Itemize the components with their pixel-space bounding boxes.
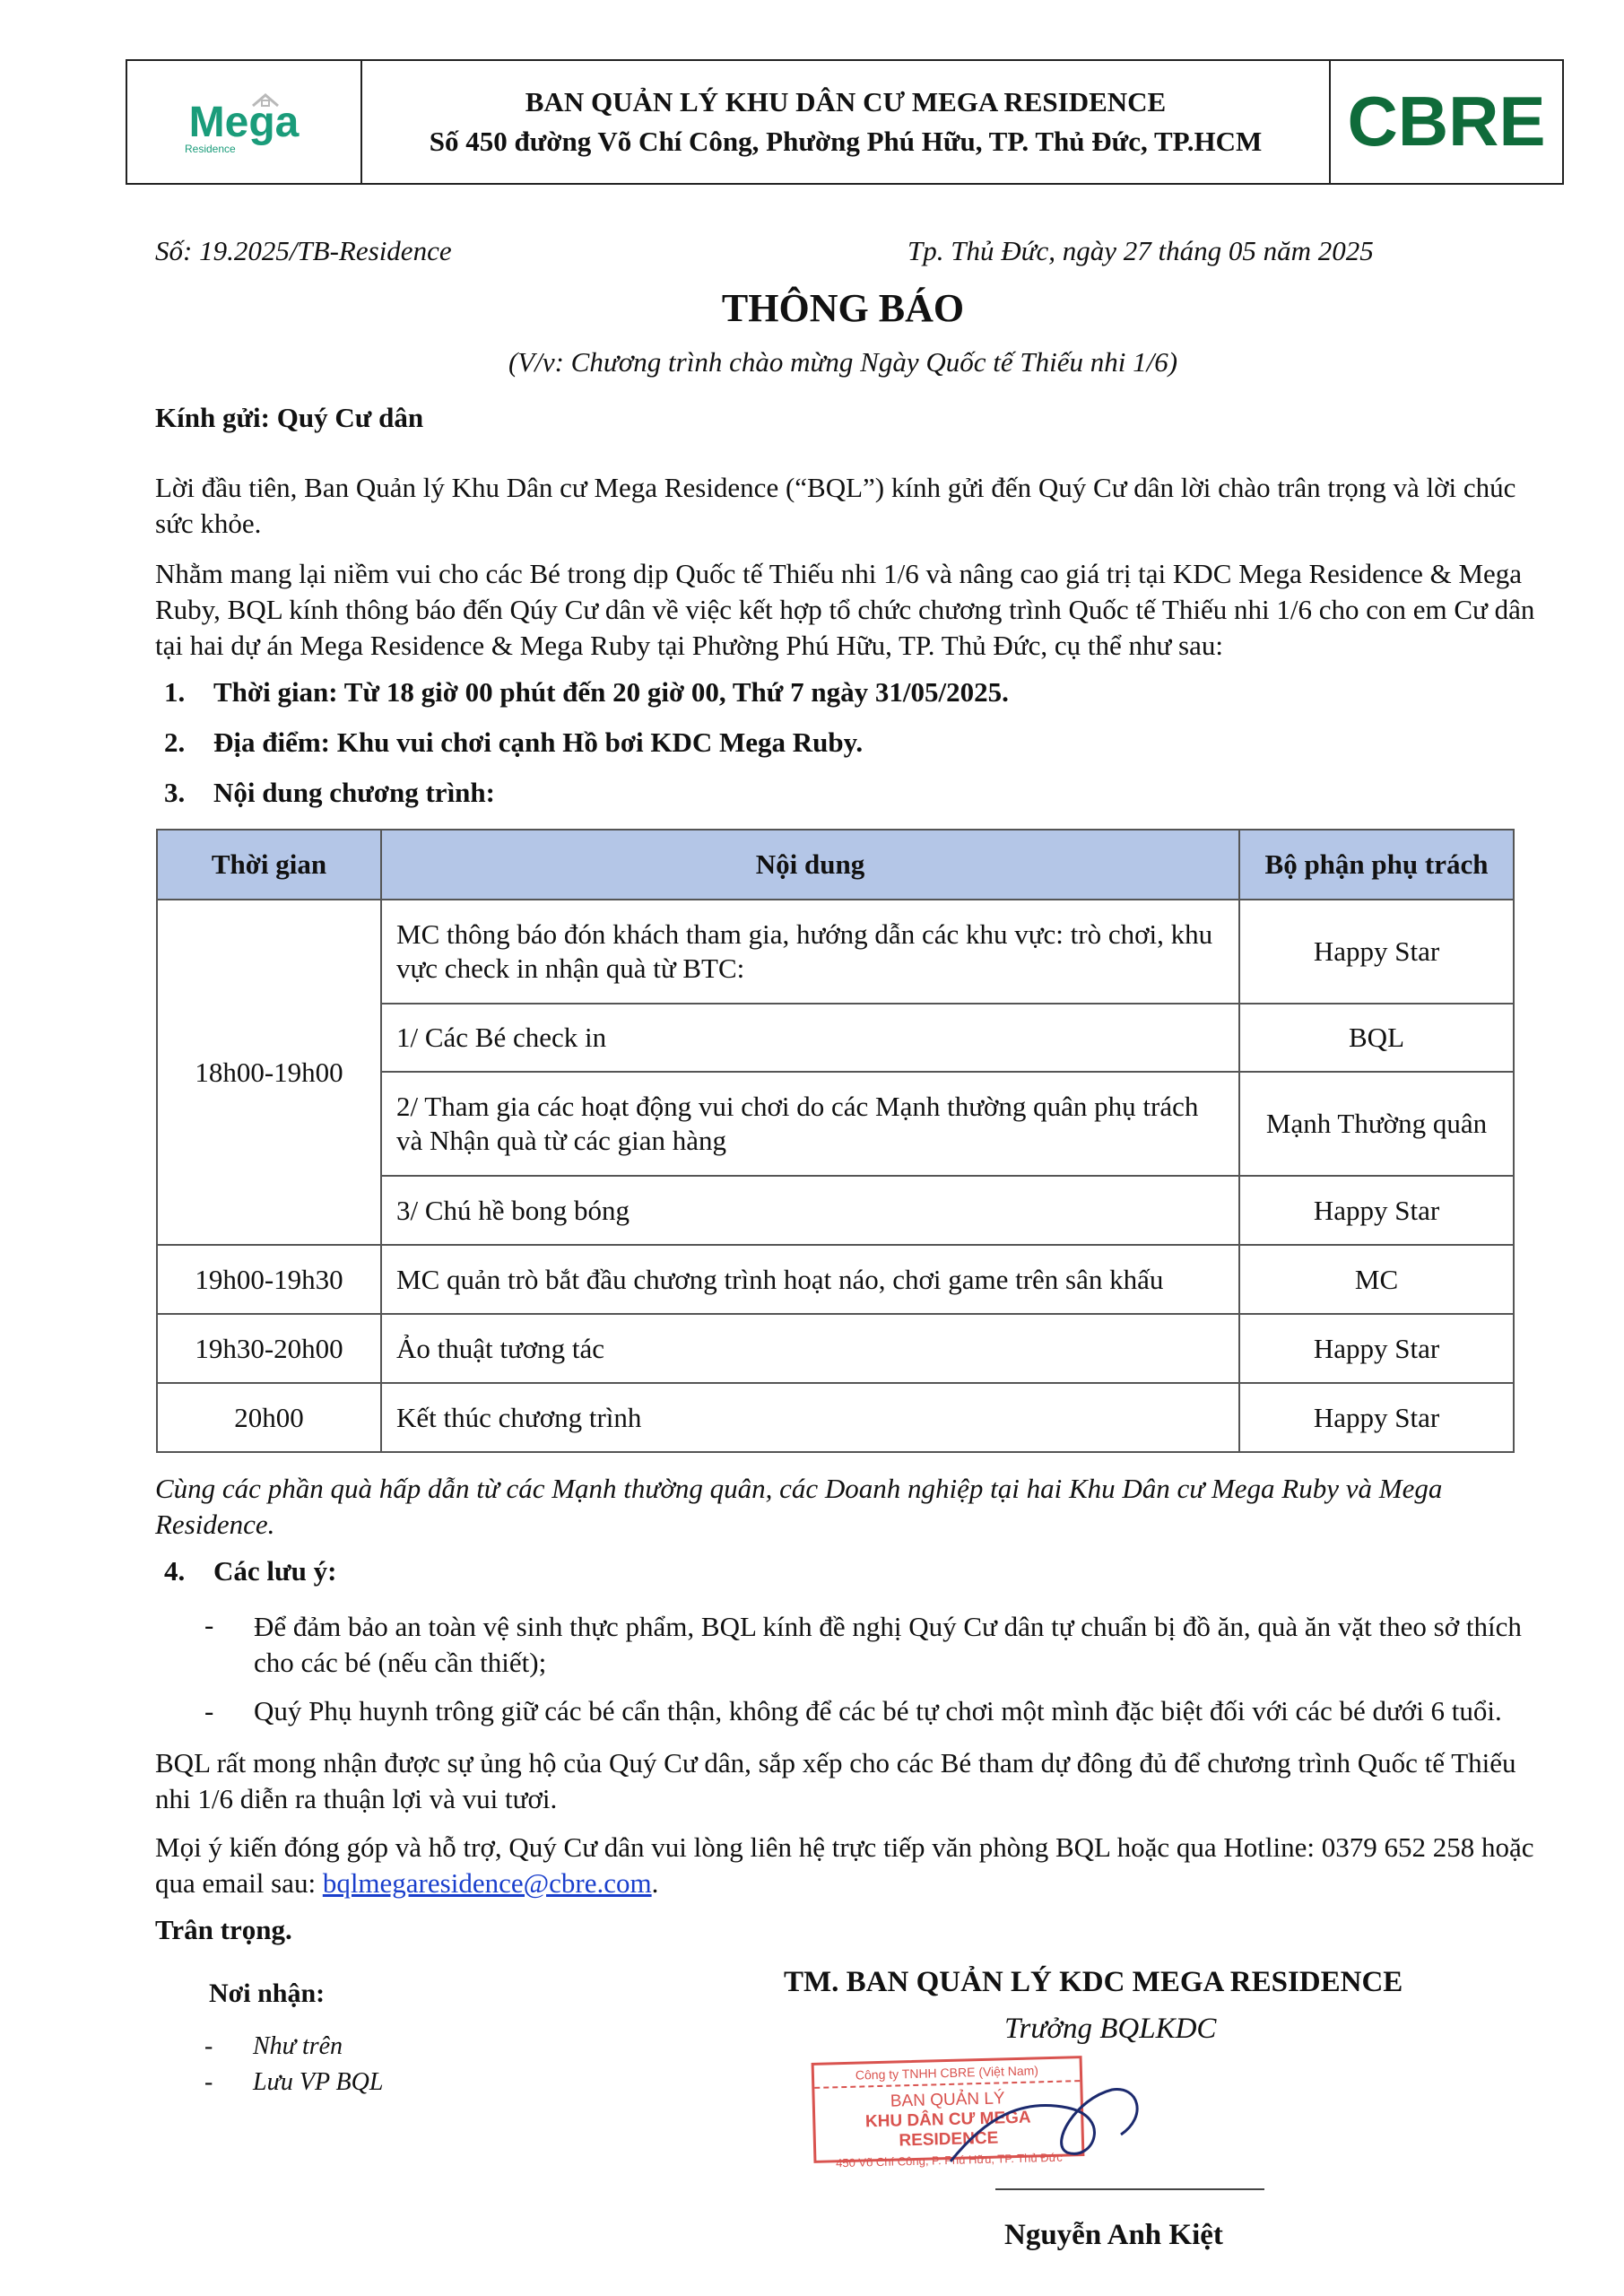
paragraph-support: BQL rất mong nhận được sự ủng hộ của Quý Cư dân, sắp xếp cho các Bé tham dự đông đủ để chương trình Quốc tế Thiếu nhi 1/6 diễn ra thuận lợi và vui tươi. [155,1747,1516,1814]
cell-owner: Mạnh Thường quân [1239,1072,1514,1176]
mega-residence-logo [127,61,362,183]
letterhead [126,59,1564,185]
handwritten-signature [933,2063,1166,2188]
cell-content: Ảo thuật tương tác [381,1314,1239,1383]
org-name: BAN QUẢN LÝ KHU DÂN CƯ MEGA RESIDENCE [525,86,1167,117]
header-content: Nội dung [381,830,1239,900]
cell-content: Kết thúc chương trình [381,1383,1239,1452]
note-food-safety: Để đảm bảo an toàn vệ sinh thực phẩm, BQL kính đề nghị Quý Cư dân tự chuẩn bị đồ ăn, quà ăn vặt theo sở thích cho các bé (nếu cần thiết); [254,1611,1522,1678]
cell-owner: Happy Star [1239,1176,1514,1245]
cell-content: 3/ Chú hề bong bóng [381,1176,1239,1245]
table-row [157,900,1514,1004]
bullet: - [204,1609,214,1640]
svg-text:CBRE: CBRE [1347,82,1546,161]
signer-name: Nguyễn Anh Kiệt [1004,2219,1223,2251]
item-number: 2. [164,726,186,758]
cell-owner: BQL [1239,1004,1514,1072]
org-address: Số 450 đường Võ Chí Công, Phường Phú Hữu, TP. Thủ Đức, TP.HCM [429,126,1263,157]
item-program: Nội dung chương trình: [213,777,495,808]
document-date: Tp. Thủ Đức, ngày 27 tháng 05 năm 2025 [908,235,1374,266]
header-time: Thời gian [157,830,381,900]
cell-owner: MC [1239,1245,1514,1314]
svg-text:Mega: Mega [188,99,300,146]
gift-note: Cùng các phần quà hấp dẫn từ các Mạnh thường quân, các Doanh nghiệp tại hai Khu Dân cư Mega Ruby và Mega Residence. [155,1473,1443,1540]
document-number: Số: 19.2025/TB-Residence [155,235,452,266]
recipients-title: Nơi nhận: [209,1979,326,2008]
table-header-row [157,830,1514,900]
email-link[interactable]: bqlmegaresidence@cbre.com [322,1867,652,1899]
signature-org: TM. BAN QUẢN LÝ KDC MEGA RESIDENCE [784,1966,1403,1998]
paragraph-intro: Lời đầu tiên, Ban Quản lý Khu Dân cư Mega Residence (“BQL”) kính gửi đến Quý Cư dân lời chào trân trọng và lời chúc sức khỏe. [155,472,1516,539]
closing: Trân trọng. [155,1914,292,1945]
contact-text: Mọi ý kiến đóng góp và hỗ trợ, Quý Cư dân vui lòng liên hệ trực tiếp văn phòng BQL hoặc qua Hotline: 0379 652 258 hoặc qua email sau: [155,1831,1534,1899]
signature-role: Trưởng BQLKDC [1004,2013,1217,2045]
cell-time: 20h00 [157,1383,381,1452]
contact-end: . [651,1867,659,1899]
greeting: Kính gửi: Quý Cư dân [155,402,424,433]
table-row [157,1314,1514,1383]
schedule-table [156,829,1515,1453]
cell-content: MC quản trò bắt đầu chương trình hoạt náo, chơi game trên sân khấu [381,1245,1239,1314]
letterhead-text [362,61,1329,183]
item-location: Địa điểm: Khu vui chơi cạnh Hồ bơi KDC Mega Ruby. [213,726,864,758]
official-stamp: Công ty TNHH CBRE (Việt Nam) BAN QUẢN LÝ KHU DÂN CƯ MEGA RESIDENCE 450 Võ Chí Công, P. Phú Hữu, TP. Thủ Đức [812,2056,1085,2163]
bullet: - [204,2032,213,2060]
cell-time: 19h00-19h30 [157,1245,381,1314]
document-subject: (V/v: Chương trình chào mừng Ngày Quốc tế Thiếu nhi 1/6) [508,346,1178,378]
cell-owner: Happy Star [1239,1383,1514,1452]
cell-time: 19h30-20h00 [157,1314,381,1383]
bullet: - [204,2068,213,2096]
recipient-item: Lưu VP BQL [253,2068,384,2096]
table-row [157,1245,1514,1314]
item-notes-title: Các lưu ý: [213,1555,337,1587]
cell-content: 2/ Tham gia các hoạt động vui chơi do các Mạnh thường quân phụ trách và Nhận quà từ các gian hàng [381,1072,1239,1176]
item-number: 4. [164,1555,186,1587]
table-row [157,1383,1514,1452]
cell-owner: Happy Star [1239,1314,1514,1383]
bullet: - [204,1695,214,1726]
cell-owner: Happy Star [1239,900,1514,1004]
paragraph-purpose: Nhằm mang lại niềm vui cho các Bé trong dịp Quốc tế Thiếu nhi 1/6 và nâng cao giá trị tại KDC Mega Residence & Mega Ruby, BQL kính thông báo đến Qúy Cư dân về việc kết hợp tổ chức chương trình Quốc tế Thiếu nhi 1/6 cho con em Cư dân tại hai dự án Mega Residence & Mega Ruby tại Phường Phú Hữu, TP. Thủ Đức, cụ thể như sau: [155,558,1535,661]
note-supervision: Quý Phụ huynh trông giữ các bé cẩn thận, không để các bé tự chơi một mình đặc biệt đối với các bé dưới 6 tuổi. [254,1695,1502,1726]
item-time: Thời gian: Từ 18 giờ 00 phút đến 20 giờ 00, Thứ 7 ngày 31/05/2025. [213,676,1009,708]
header-owner: Bộ phận phụ trách [1239,830,1514,900]
svg-text:Residence: Residence [185,143,236,155]
paragraph-contact [155,1830,1536,1901]
cbre-logo [1329,61,1562,183]
item-number: 1. [164,676,186,708]
document-title: THÔNG BÁO [721,286,965,330]
cell-content: 1/ Các Bé check in [381,1004,1239,1072]
item-number: 3. [164,777,186,808]
signature-line [995,2188,1264,2190]
cell-content: MC thông báo đón khách tham gia, hướng dẫn các khu vực: trò chơi, khu vực check in nhận quà từ BTC: [381,900,1239,1004]
cell-time: 18h00-19h00 [157,900,381,1245]
recipient-item: Như trên [253,2032,343,2060]
